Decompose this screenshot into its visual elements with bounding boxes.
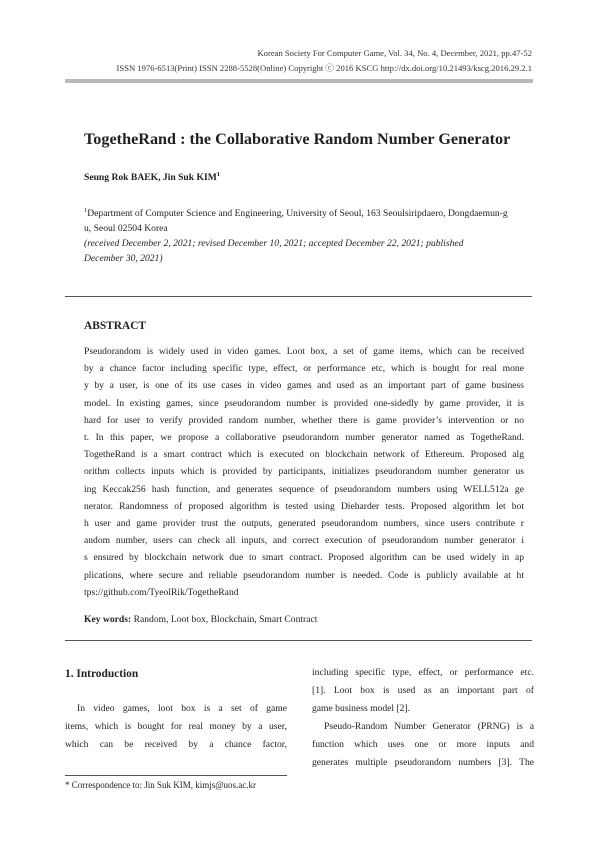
abstract-line: ing Keccak256 hash function, and generates sequence of pseudorandom numbers using WELL512a ge [84,483,524,495]
abstract-line: tps://github.com/TyeolRik/TogetheRand [84,586,239,598]
abstract-line: h user and game provider trust the outputs, generated pseudorandom numbers, since users contribute r [84,518,524,530]
issn-doi-line: ISSN 1976-6513(Print) ISSN 2288-5528(Online) Copyright ⓒ 2016 KSCG http://dx.doi.org/10.21493/kscg.2016.29.2.1 [116,63,532,73]
submission-dates: (received December 2, 2021; revised December 10, 2021; accepted December 22, 2021; published [84,238,464,250]
intro-line: items, which is bought for real money by a user, [65,721,287,732]
abstract-line: nerator. Randomness of proposed algorithm is tested using Dieharder tests. Proposed algorithm let bot [84,500,524,512]
intro-left-column [65,700,287,754]
affiliation-mark: 1 [84,207,88,214]
abstract-heading: ABSTRACT [84,320,147,332]
intro-line: generates multiple pseudorandom numbers [3]. The [312,757,534,768]
abstract-line: hard for user to verify provided random number, whether there is game provider’s intervention or no [84,414,524,426]
correspondence-footnote: * Correspondence to: Jin Suk KIM, kimjs@uos.ac.kr [65,780,257,790]
abstract-line: y by a user, is one of its use cases in video games and used as an important part of game business [84,380,524,392]
abstract-line: Pseudorandom is widely used in video games. Loot box, a set of game items, which can be received [84,346,524,357]
author-names: Seung Rok BAEK, Jin Suk KIM [84,172,217,184]
section-heading: 1. Introduction [65,668,139,680]
divider [65,296,532,297]
intro-line: Pseudo-Random Number Generator (PRNG) is a [324,721,534,732]
header-bar [65,79,533,83]
abstract-line: t. In this paper, we propose a collaborative pseudorandom number generator named as TogetheRand. [84,432,524,444]
intro-line: In video games, loot box is a set of game [77,703,287,714]
intro-line: including specific type, effect, or performance etc. [312,667,534,678]
keywords [84,614,317,625]
footnote-rule [65,775,287,776]
keywords-text: Random, Loot box, Blockchain, Smart Contract [133,614,318,625]
abstract-line: s ensured by blockchain network due to smart contract. Proposed algorithm can be used widely in ap [84,552,524,564]
paper-title: TogetheRand : the Collaborative Random Number Generator [84,130,511,148]
affiliation-line: u, Seoul 02504 Korea [84,223,168,235]
journal-citation: Korean Society For Computer Game, Vol. 34, No. 4, December, 2021, pp.47-52 [257,48,532,58]
abstract-line: andom number, users can check all inputs, and correct execution of pseudorandom number generator i [84,535,524,547]
intro-line: function which uses one or more inputs and [312,739,534,750]
intro-line: which can be received by a chance factor, [65,739,287,750]
abstract-line: plications, where secure and reliable pseudorandom number is needed. Code is publicly available at ht [84,569,524,581]
submission-dates: December 30, 2021) [84,253,163,265]
abstract-line: orithm collects inputs which is provided by participants, initializes pseudorandom number generator us [84,466,524,478]
affiliation-line [84,203,524,221]
abstract-line: TogetheRand is a smart contract which is executed on blockchain network of Ethereum. Proposed alg [84,449,524,461]
authors [84,171,220,183]
keywords-label: Key words: [84,614,132,625]
affiliation-text: Department of Computer Science and Engineering, University of Seoul, 163 Seoulsiripdaero, Dongdaemun-g [87,208,508,220]
abstract-line: model. In existing games, since pseudorandom number is provided one-sidedly by game provider, it is [84,397,524,409]
abstract-body [84,343,524,601]
intro-line: [1]. Loot box is used as an important part of [312,685,534,696]
intro-right-column [312,664,534,772]
affiliation-block [84,203,524,266]
intro-line: game business model [2]. [312,703,411,714]
divider [65,640,532,641]
author-affiliation-mark: 1 [216,171,221,178]
abstract-line: by a chance factor including specific type, effect, or performance etc, which is bought for real mone [84,363,524,375]
